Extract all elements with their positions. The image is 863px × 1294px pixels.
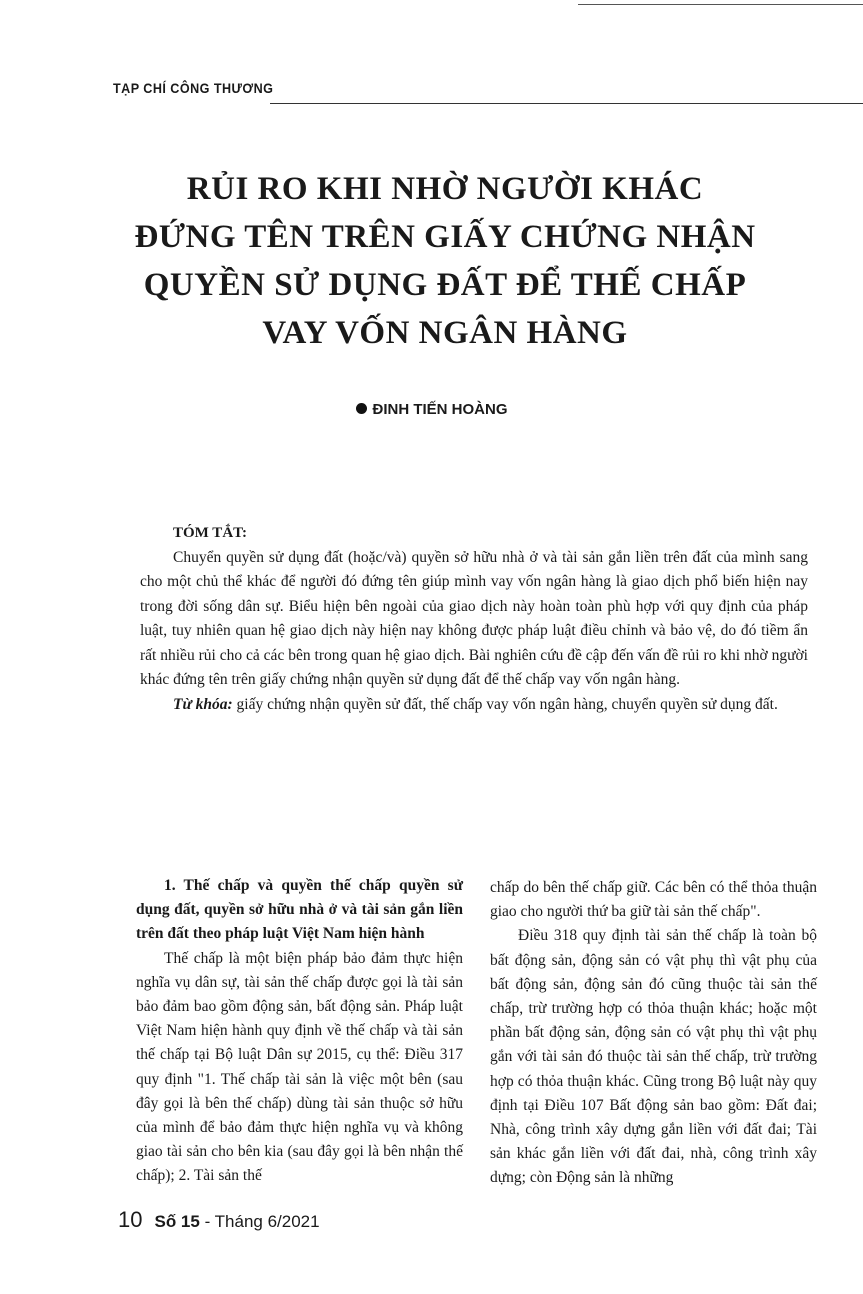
keywords-text: giấy chứng nhận quyền sử đất, thế chấp vay vốn ngân hàng, chuyển quyền sử dụng đất. — [232, 695, 778, 713]
title-line: RỦI RO KHI NHỜ NGƯỜI KHÁC — [186, 171, 704, 207]
issue-date: - Tháng 6/2021 — [199, 1212, 320, 1231]
paragraph: Thế chấp là một biện pháp bảo đảm thực hiện nghĩa vụ dân sự, tài sản thế chấp được gọi là tài sản bảo đảm bao gồm động sản, bất động sản. Pháp luật Việt Nam hiện hành quy định về thế chấp và tài sản thế chấp tại Bộ luật Dân sự 2015, cụ thể: Điều 317 quy định "1. Thế chấp tài sản là việc một bên (sau đây gọi là bên thế chấp) dùng tài sản thuộc sở hữu của mình để bảo đảm thực hiện nghĩa vụ và không giao tài sản cho bên kia (sau đây gọi là bên nhận thế chấp); 2. Tài sản thế — [136, 949, 463, 1185]
journal-name: TẠP CHÍ CÔNG THƯƠNG — [113, 80, 274, 96]
abstract-heading: TÓM TẮT: — [173, 525, 248, 541]
page-footer — [118, 1207, 320, 1233]
left-column — [136, 874, 463, 1189]
right-column — [490, 876, 817, 1191]
page-number: 10 — [118, 1207, 143, 1232]
abstract-body: Chuyển quyền sử dụng đất (hoặc/và) quyền sở hữu nhà ở và tài sản gắn liền trên đất của mình sang cho một chủ thể khác để người đó đứng tên giúp mình vay vốn ngân hàng là giao dịch phổ biến hiện nay trong đời sống dân sự. Biểu hiện bên ngoài của giao dịch này hoàn toàn phù hợp với quy định của pháp luật, tuy nhiên quan hệ giao dịch này hiện nay không được pháp luật điều chỉnh và bảo vệ, do đó tiềm ẩn rất nhiều rủi cho cả các bên trong quan hệ giao dịch. Bài nghiên cứu đề cập đến vấn đề rủi ro khi nhờ người khác đứng tên trên giấy chứng nhận quyền sử dụng đất để thế chấp vay vốn ngân hàng. — [140, 548, 808, 688]
title-line: QUYỀN SỬ DỤNG ĐẤT ĐỂ THẾ CHẤP — [143, 267, 747, 303]
keywords-line — [140, 693, 808, 718]
title-line: VAY VỐN NGÂN HÀNG — [262, 315, 628, 351]
abstract — [140, 521, 808, 717]
title-line: ĐỨNG TÊN TRÊN GIẤY CHỨNG NHẬN — [134, 219, 756, 255]
author-line — [0, 401, 863, 418]
top-rule — [578, 4, 863, 5]
article-title — [60, 165, 830, 357]
author-name: ĐINH TIẾN HOÀNG — [372, 401, 508, 418]
keywords-label: Từ khóa: — [173, 695, 233, 713]
paragraph: chấp do bên thế chấp giữ. Các bên có thể thỏa thuận giao cho người thứ ba giữ tài sản thế chấp". — [490, 879, 817, 921]
section-heading: 1. Thế chấp và quyền thế chấp quyền sử dụng đất, quyền sở hữu nhà ở và tài sản gắn liền trên đất theo pháp luật Việt Nam hiện hành — [136, 877, 463, 943]
bullet-icon — [356, 403, 367, 414]
paragraph: Điều 318 quy định tài sản thế chấp là toàn bộ bất động sản, động sản có vật phụ thì vật phụ của bất động sản, động sản đó cũng thuộc tài sản thế chấp, trừ trường hợp có thỏa thuận khác; hoặc một phần bất động sản, động sản có vật phụ thì vật phụ gắn với tài sản đó thuộc tài sản thế chấp, trừ trường hợp có thỏa thuận khác. Cũng trong Bộ luật này quy định tại Điều 107 Bất động sản bao gồm: Đất đai; Nhà, công trình xây dựng gắn liền với đất đai; Tài sản khác gắn liền với đất đai, nhà, công trình xây dựng; còn Động sản là những — [490, 927, 817, 1187]
issue-number: Số 15 — [154, 1212, 200, 1231]
header-rule — [270, 103, 863, 104]
